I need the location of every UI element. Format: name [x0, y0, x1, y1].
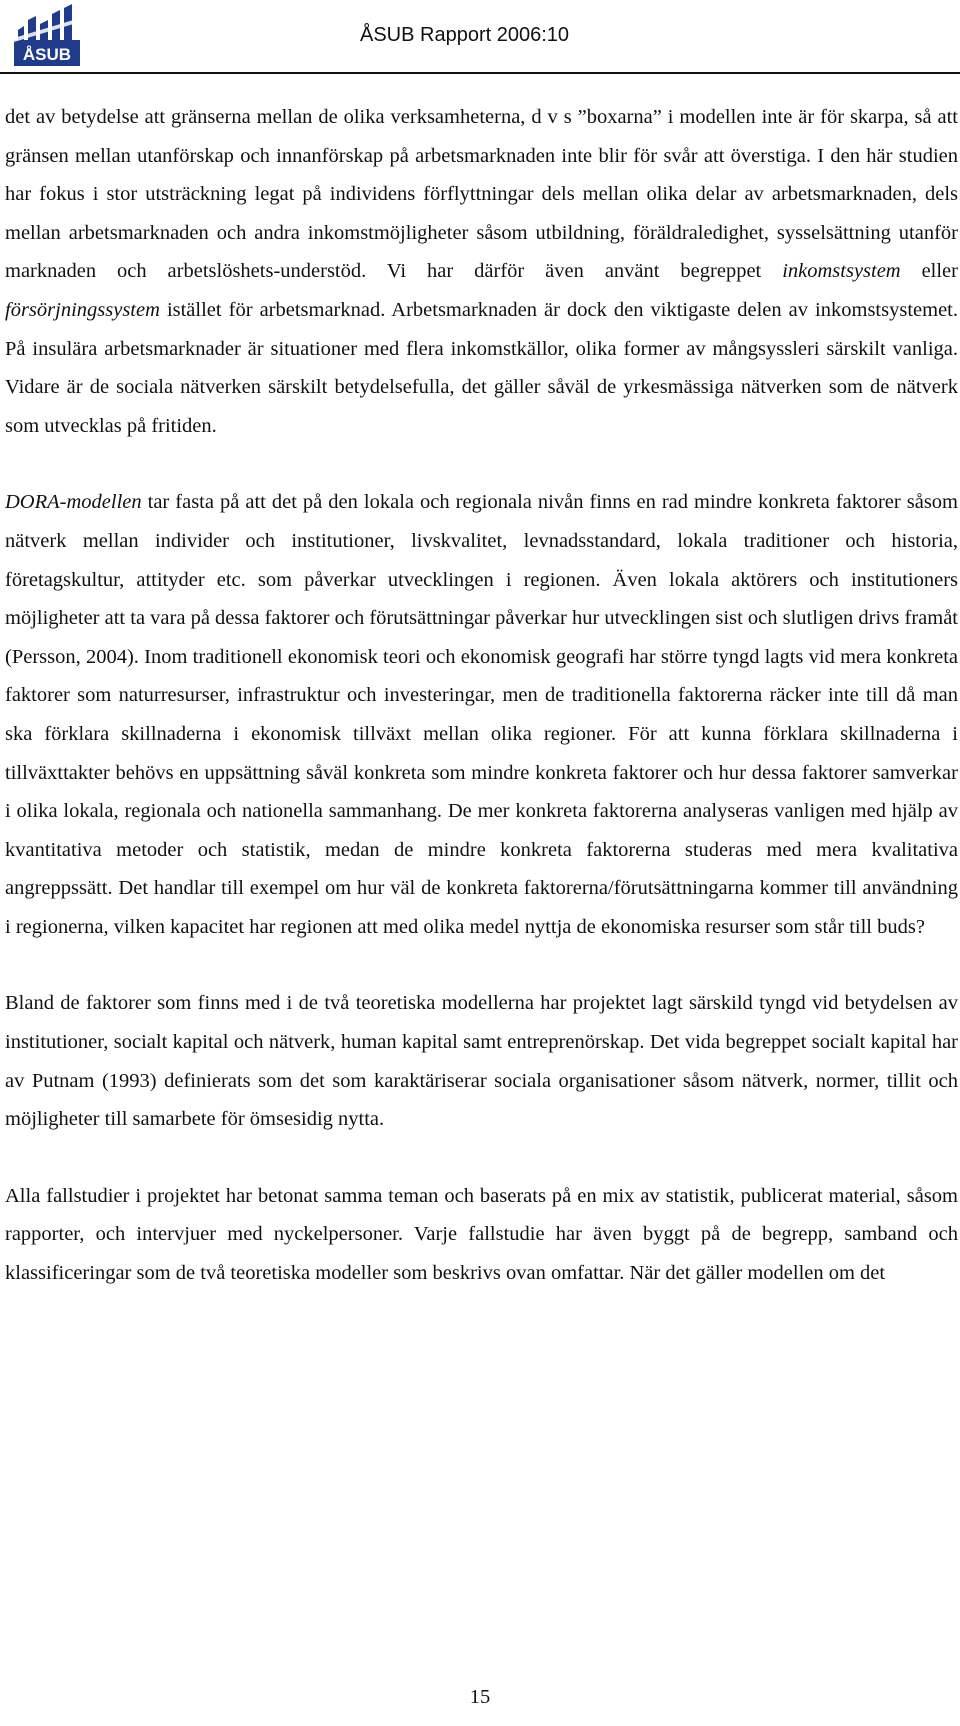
- italic-term: DORA-modellen: [5, 491, 142, 514]
- italic-term: försörjningssystem: [5, 298, 160, 321]
- document-body: [5, 98, 958, 1331]
- italic-term: inkomstsystem: [782, 260, 901, 283]
- paragraph-text: Alla fallstudier i projektet har betonat samma teman och baserats på en mix av statistik, publicerat material, såsom rapporter, och intervjuer med nyckelpersoner. Varje fallstudie har även byggt på de begrepp, samband och klassificeringar som de två teoretiska modeller som beskrivs ovan omfattar. När det gäller modellen om det: [5, 1184, 958, 1285]
- paragraph-text: eller: [900, 260, 958, 283]
- body-paragraph: [5, 984, 958, 1138]
- logo-text: ÅSUB: [22, 45, 72, 64]
- page-number: 15: [469, 1686, 491, 1708]
- page-header: [0, 0, 960, 76]
- paragraph-text: istället för arbetsmarknad. Arbetsmarknaden är dock den viktigaste delen av inkomstsystemet. På insulära arbetsmarknader är situationer med flera inkomstkällor, olika former av mångsyssleri särskilt vanliga. Vidare är de sociala nätverken särskilt betydelsefulla, det gäller såväl de yrkesmässiga nätverken som de nätverk som utvecklas på fritiden.: [5, 298, 958, 437]
- paragraph-text: det av betydelse att gränserna mellan de olika verksamheterna, d v s ”boxarna” i modellen inte är för skarpa, så att gränsen mellan utanförskap och innanförskap på arbetsmarknaden inte blir för svår att överstiga. I den här studien har fokus i stor utsträckning legat på individens förflyttningar dels mellan olika delar av arbetsmarknaden, dels mellan arbetsmarknaden och andra inkomstmöjligheter såsom utbildning, föräldraledighet, sysselsättning utanför marknaden och arbetslöshets-understöd. Vi har därför även använt begreppet: [5, 106, 958, 283]
- report-title: ÅSUB Rapport 2006:10: [360, 24, 570, 46]
- paragraph-text: tar fasta på att det på den lokala och regionala nivån finns en rad mindre konkreta faktorer såsom nätverk mellan individer och institutioner, livskvalitet, levnadsstandard, lokala traditioner och historia, företagskultur, attityder etc. som påverkar utvecklingen i regionen. Även lokala aktörers och institutioners möjligheter att ta vara på dessa faktorer och förutsättningar påverkar hur utvecklingen sist och slutligen drivs framåt (Persson, 2004). Inom traditionell ekonomisk teori och ekonomisk geografi har större tyngd lagts vid mera konkreta faktorer som naturresurser, infrastruktur och investeringar, men de traditionella faktorerna räcker inte till då man ska förklara skillnaderna i ekonomisk tillväxt mellan olika regioner. För att kunna förklara skillnaderna i tillväxttakter behövs en uppsättning såväl konkreta som mindre konkreta faktorer och hur dessa faktorer samverkar i olika lokala, regionala och nationella sammanhang. De mer konkreta faktorerna analyseras vanligen med hjälp av kvantitativa metoder och statistik, medan de mindre konkreta faktorerna studeras med mera kvalitativa angreppssätt. Det handlar till exempel om hur väl de konkreta faktorerna/förutsättningarna kommer till användning i regionerna, vilken kapacitet har regionen att med olika medel nyttja de ekonomiska resurser som står till buds?: [5, 491, 958, 938]
- header-divider: [0, 72, 960, 74]
- body-paragraph: [5, 483, 958, 946]
- body-paragraph: [5, 98, 958, 445]
- asub-logo: [14, 4, 80, 66]
- paragraph-text: Bland de faktorer som finns med i de två teoretiska modellerna har projektet lagt särskild tyngd vid betydelsen av institutioner, socialt kapital och nätverk, human kapital samt entreprenörskap. Det vida begreppet socialt kapital har av Putnam (1993) definierats som det som karaktäriserar sociala organisationer såsom nätverk, normer, tillit och möjligheter till samarbete för ömsesidig nytta.: [5, 992, 958, 1131]
- body-paragraph: [5, 1177, 958, 1293]
